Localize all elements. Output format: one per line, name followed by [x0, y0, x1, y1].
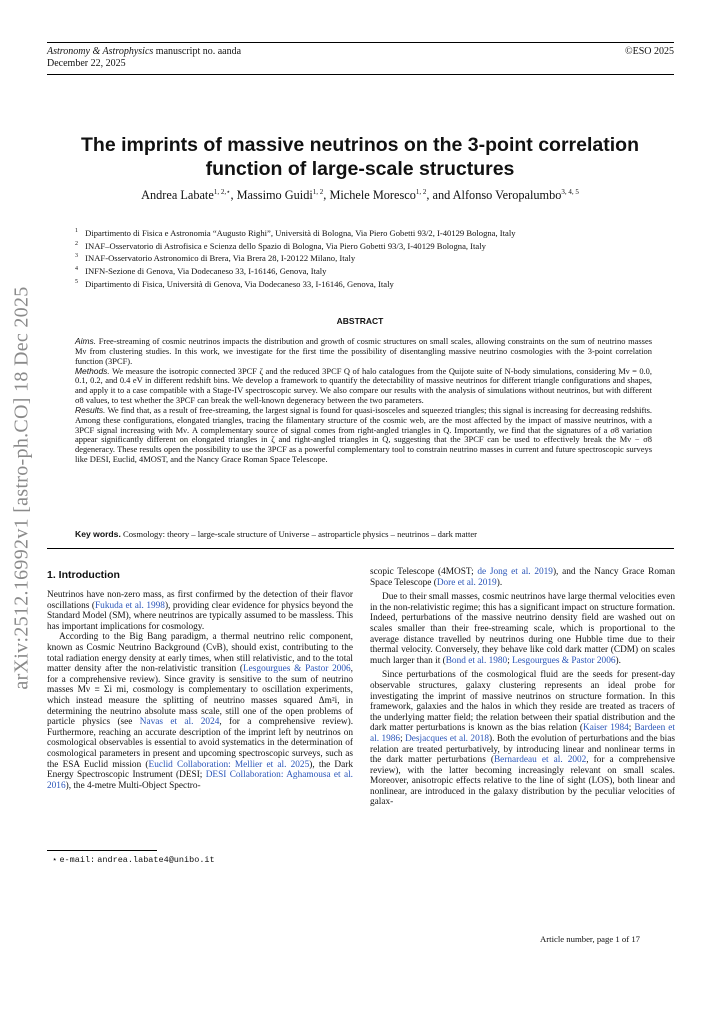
text-run: ), providing clear evidence for physics beyond the Standard Model (SM), where neutrinos are typically assumed to be massless. This has important implications for cosmology. [47, 600, 353, 632]
paragraph [47, 632, 353, 791]
text-run: ). [496, 577, 503, 588]
affiliation-text: INAF–Osservatorio di Astrofisica e Scienza dello Spazio di Bologna, Via Piero Gobetti 93/3, I-40129 Bologna, Italy [85, 240, 486, 251]
author-name: Andrea Labate [141, 188, 214, 203]
copyright: ©ESO 2025 [625, 46, 674, 57]
paragraph [370, 592, 675, 666]
citation-link[interactable]: Dore et al. 2019 [436, 577, 497, 588]
citation-link[interactable]: Euclid Collaboration: Mellier et al. 2025 [148, 759, 310, 770]
affiliation-text: Dipartimento di Fisica, Università di Genova, Via Dodecaneso 33, I-16146, Genova, Italy [85, 278, 394, 289]
affiliation-item [75, 226, 675, 239]
abstract-body [75, 337, 652, 465]
author-affil: 1, 2 [415, 188, 427, 196]
abstract-aims [75, 337, 652, 367]
text-run: , for a comprehensive review). Since gravity is sensitive to the sum of neutrino masses Mν ≡ Σi mi, cosmology is complementary to oscillation experiments, which instead measure the splitting of neutrino masses squared Δm²i, in determining the neutrino absolute mass scale, still one of the open problems of particle physics (see [47, 664, 353, 728]
arxiv-stamp [6, 285, 38, 690]
results-label: Results. [75, 404, 106, 415]
methods-text: We measure the isotropic connected 3PCF ζ and the reduced 3PCF Q of halo catalogues from the Quijote suite of N-body simulations, considering Mν = 0.0, 0.1, 0.2, and 0.4 eV in different redshift bins. We develop a framework to quantify the detectability of massive neutrinos for different triangle configurations and shapes, and apply it to a case compatible with a Stage-IV spectroscopic survey. We also compare our results with the analysis of simulations without neutrinos, but with different σ8 values, to test whether the 3PCF can break the well-known degeneracy between the two parameters. [75, 365, 652, 406]
affiliation-list [75, 226, 675, 289]
text-run: ; [400, 733, 406, 744]
text-run: According to the Big Bang paradigm, a thermal neutrino relic component, known as Cosmic Neutrino Background (CνB), should exist, contributing to the total radiation energy density at early times, when still relativistic, and to the total matter density after the non-relativistic transition ( [47, 632, 353, 675]
text-run: Neutrinos have non-zero mass, as first confirmed by the detection of their flavor oscillations ( [47, 590, 353, 611]
abstract-heading: ABSTRACT [336, 316, 384, 326]
citation-link[interactable]: Desjacques et al. 2018 [405, 733, 490, 744]
text-run: , for a comprehensive review). Furthermore, reaching an accurate description of the imprint left by neutrinos on cosmological observables is essential to avoid systematics in the determination of cosmological parameters in present and upcoming spectroscopic surveys, such as the ESA Euclid mission ( [47, 717, 354, 770]
author-name: Michele Moresco [329, 188, 416, 203]
right-column [370, 567, 675, 808]
keywords-label: Key words. [75, 529, 121, 539]
citation-link[interactable]: Fukuda et al. 1998 [95, 600, 165, 611]
header-left [47, 46, 241, 70]
left-column [47, 590, 353, 791]
author-affil: 3, 4, 5 [561, 188, 579, 196]
citation-link[interactable]: DESI Collaboration: Aghamousa et al. 2016 [47, 770, 353, 791]
author-joiner: , and [426, 188, 453, 203]
affiliation-item [75, 239, 675, 252]
text-run: Due to their small masses, cosmic neutrinos have large thermal velocities even in the non-relativistic regime; this has a significant impact on structure formation. Indeed, perturbations of the massive neutrino density field are washed out on scales smaller than their free-streaming scale, which is proportional to the average distance travelled by neutrinos during one Hubble time due to their thermal velocity. Conversely, they behave like cold dark matter (CDM) on scales much larger than it ( [370, 592, 675, 666]
text-run: Since perturbations of the cosmological fluid are the seeds for present-day observable structures, galaxy clustering represents an ideal probe for investigating the imprint of massive neutrinos on structure formation. In this framework, galaxies and the halos in which they reside are treated as tracers of the underlying matter field; the relation between their spatial distribution and the dark matter perturbations is known as the bias relation ( [370, 670, 675, 734]
results-text: We find that, as a result of free-streaming, the largest signal is found for quasi-isosceles and squeezed triangles; this signal is increasing for decreasing redshifts. Among these configurations, elongated triangles, tracing the filamentary structure of the cosmic web, are the most affected by the impact of massive neutrinos, with a 3PCF signal increasing with Mν. A complementary source of signal comes from right-angled triangles in Q. Importantly, we find that the signatures of a σ8 variation appear significantly different on elongated triangles in ζ and right-angled triangles in Q, suggesting that the 3PCF can be used to effectively break the Mν − σ8 degeneracy. These results open the possibility to use the 3PCF as a powerful complementary tool to constrain neutrino masses in current and future spectroscopic surveys like DESI, Euclid, 4MOST, and the Nancy Grace Roman Space Telescope. [75, 404, 652, 465]
affiliation-number: 2 [75, 240, 78, 247]
keywords-text: Cosmology: theory – large-scale structure of Universe – astroparticle physics – neutrinos – dark matter [123, 529, 478, 539]
arxiv-stamp-text: arXiv:2512.16992v1 [astro-ph.CO] 18 Dec 2025 [10, 285, 33, 690]
author-name: Massimo Guidi [236, 188, 313, 203]
footnote [52, 854, 215, 865]
footnote-label: e-mail: [59, 855, 96, 865]
author-affil: 1, 2,⋆ [213, 188, 231, 196]
paragraph [370, 670, 675, 808]
running-header [47, 42, 674, 75]
author-name: Alfonso Veropalumbo [452, 188, 562, 203]
text-run: ), the Dark Energy Spectroscopic Instrument (DESI; [47, 759, 354, 781]
affiliation-text: INAF-Osservatorio Astronomico di Brera, Via Brera 28, I-20122 Milano, Italy [85, 253, 356, 264]
affiliation-item [75, 264, 675, 277]
text-run: ; [628, 723, 635, 734]
abstract-divider [47, 548, 674, 549]
methods-label: Methods. [75, 365, 110, 376]
citation-link[interactable]: Lesgourgues & Pastor 2006 [512, 655, 616, 666]
author-joiner: , [323, 188, 330, 203]
author-joiner: , [230, 188, 237, 203]
affiliation-number: 3 [75, 253, 78, 260]
paragraph [47, 590, 353, 632]
aims-text: Free-streaming of cosmic neutrinos impacts the distribution and growth of cosmic structures on small scales, allowing constraints on the sum of neutrino masses Mν from clustering studies. In this work, we investigate for the first time the possibility of disentangling massive neutrino cosmologies with the 3-point correlation function (3PCF). [75, 336, 652, 366]
text-run: ), the 4-metre Multi-Object Spectro- [65, 780, 201, 791]
section-heading-introduction: 1. Introduction [47, 569, 120, 581]
affiliation-number: 4 [75, 265, 78, 272]
citation-link[interactable]: Bernardeau et al. 2002 [493, 755, 587, 766]
affiliation-number: 1 [75, 228, 78, 234]
citation-link[interactable]: de Jong et al. 2019 [477, 567, 553, 577]
citation-link[interactable]: Lesgourgues & Pastor 2006 [243, 664, 351, 675]
page-footer: Article number, page 1 of 17 [540, 934, 641, 944]
keywords [75, 529, 665, 539]
text-run: ; [507, 655, 513, 666]
paper-title: The imprints of massive neutrinos on the 3-point correlation function of large-scale structures [81, 134, 639, 180]
abstract-methods [75, 367, 652, 406]
affiliation-item [75, 277, 675, 290]
aims-label: Aims. [75, 336, 97, 346]
author-list [60, 188, 660, 203]
text-run: ). Both the evolution of perturbations and the bias relation are treated perturbatively, by introducing linear and nonlinear terms in the dark matter perturbations ( [370, 733, 675, 766]
text-run: ). [615, 655, 621, 666]
text-run: scopic Telescope (4MOST; [370, 567, 478, 577]
footnote-rule [47, 850, 157, 851]
text-run: ), and the Nancy Grace Roman Space Telescope ( [370, 567, 676, 588]
citation-link[interactable]: Bond et al. 1980 [445, 655, 508, 666]
footnote-email[interactable]: andrea.labate4@unibo.it [97, 855, 215, 865]
abstract-results [75, 406, 652, 465]
citation-link[interactable]: Navas et al. 2024 [139, 717, 220, 728]
manuscript-id: manuscript no. aanda [155, 46, 242, 57]
author-affil: 1, 2 [312, 188, 324, 196]
citation-link[interactable]: Kaiser 1984 [582, 723, 629, 734]
footnote-mark: ⋆ [52, 854, 58, 864]
header-date: December 22, 2025 [47, 58, 126, 69]
affiliation-item [75, 251, 675, 264]
journal-name: Astronomy & Astrophysics [47, 46, 154, 57]
affiliation-text: INFN-Sezione di Genova, Via Dodecaneso 33, I-16146, Genova, Italy [85, 265, 327, 276]
citation-link[interactable]: Bardeen et al. 1986 [370, 723, 675, 744]
affiliation-text: Dipartimento di Fisica e Astronomia “Augusto Righi”, Università di Bologna, Via Piero Gobetti 93/2, I-40129 Bologna, Italy [85, 227, 516, 238]
affiliation-number: 5 [75, 278, 78, 285]
paragraph [370, 567, 675, 588]
text-run: , for a comprehensive review), with the latter becoming increasingly relevant on small scales. Moreover, anisotropic effects relative to the line of sight (LOS), both linear and nonlinear, are introduced in the galaxy distribution by the peculiar velocities of galax- [370, 755, 676, 808]
